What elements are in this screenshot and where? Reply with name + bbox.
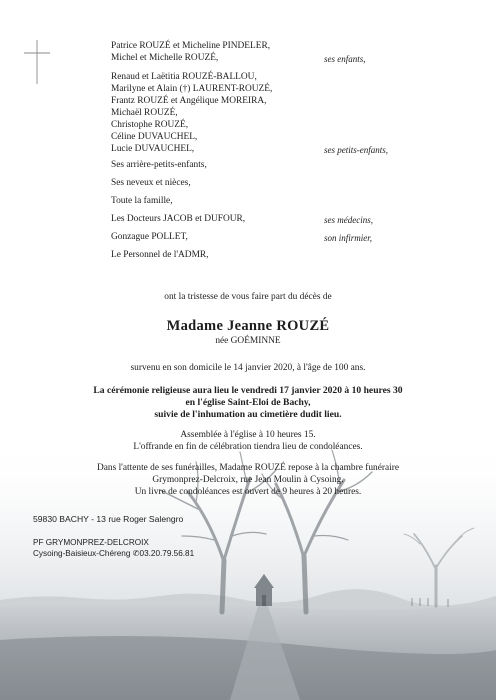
family-address: 59830 BACHY - 13 rue Roger Salengro: [33, 514, 184, 524]
family-line: Frantz ROUZÉ et Angélique MOREIRA,: [111, 96, 267, 106]
family-line: Toute la famille,: [111, 196, 173, 206]
cross-icon: [24, 40, 50, 84]
funeral-home-line: Dans l'attente de ses funérailles, Madame ROUZÉ repose à la chambre funéraire: [96, 463, 400, 473]
role-nurse: son infirmier,: [324, 233, 373, 243]
family-line: Renaud et Laëtitia ROUZÉ-BALLOU,: [111, 72, 257, 82]
family-line: Michaël ROUZÉ,: [111, 108, 178, 118]
family-line: Les Docteurs JACOB et DUFOUR,: [111, 214, 246, 224]
family-line: Le Personnel de l'ADMR,: [111, 250, 209, 260]
family-line: Céline DUVAUCHEL,: [111, 132, 198, 142]
maiden-name: née GOÉMINNE: [215, 336, 281, 346]
role-children: ses enfants,: [324, 54, 366, 64]
family-line: Marilyne et Alain (†) LAURENT-ROUZÉ,: [111, 84, 273, 94]
role-grandchildren: ses petits-enfants,: [324, 145, 388, 155]
ceremony-line: suivie de l'inhumation au cimetière dudit lieu.: [154, 409, 342, 420]
ceremony-line: en l'église Saint-Eloi de Bachy,: [185, 397, 311, 408]
funeral-director-contact: Cysoing-Baisieux-Chéreng ✆03.20.79.56.81: [33, 549, 195, 558]
family-line: Lucie DUVAUCHEL,: [111, 144, 195, 154]
assembly-line: Assemblée à l'église à 10 heures 15.: [180, 430, 316, 440]
family-line: Christophe ROUZÉ,: [111, 120, 189, 130]
ceremony-line: La cérémonie religieuse aura lieu le vendredi 17 janvier 2020 à 10 heures 30: [93, 385, 403, 396]
family-line: Michel et Michelle ROUZÉ,: [111, 53, 219, 63]
funeral-home-line: Grymonprez-Delcroix, rue Jean Moulin à Cysoing.: [152, 475, 344, 485]
funeral-home-line: Un livre de condoléances est ouvert de 9 heures à 20 heures.: [134, 487, 362, 497]
death-details: survenu en son domicile le 14 janvier 2020, à l'âge de 100 ans.: [130, 363, 366, 373]
family-line: Gonzague POLLET,: [111, 232, 188, 242]
role-doctors: ses médecins,: [324, 215, 373, 225]
assembly-line: L'offrande en fin de célébration tiendra lieu de condoléances.: [133, 442, 363, 452]
deceased-name: Madame Jeanne ROUZÉ: [166, 318, 330, 334]
family-line: Patrice ROUZÉ et Micheline PINDELER,: [111, 41, 271, 51]
announcement-intro: ont la tristesse de vous faire part du décès de: [164, 292, 332, 302]
family-line: Ses neveux et nièces,: [111, 178, 191, 188]
family-line: Ses arrière-petits-enfants,: [111, 160, 207, 170]
funeral-director-name: PF GRYMONPREZ-DELCROIX: [33, 538, 149, 547]
